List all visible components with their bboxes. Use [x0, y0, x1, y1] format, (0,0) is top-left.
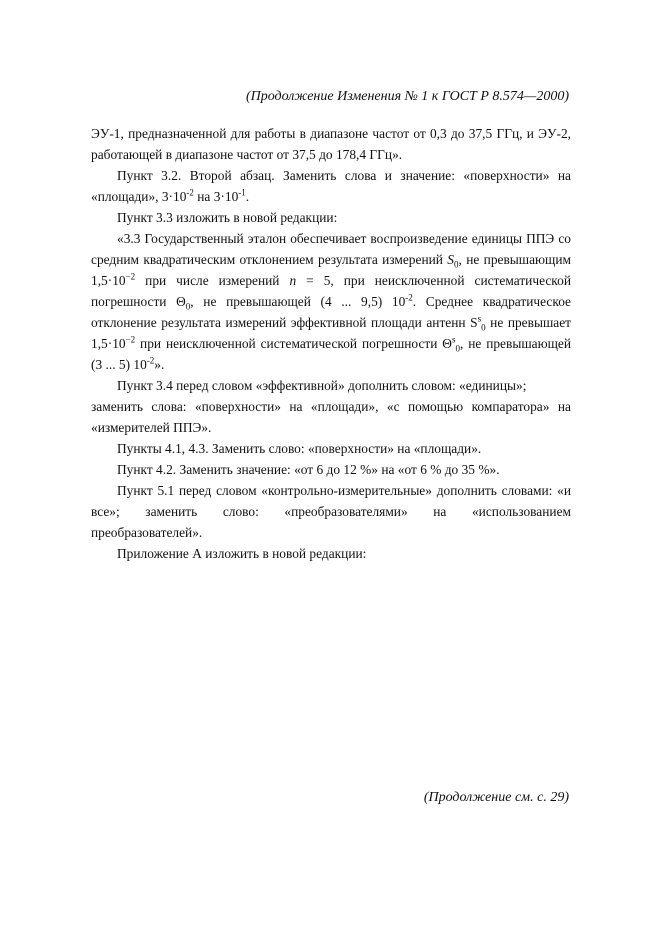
running-header: (Продолжение Изменения № 1 к ГОСТ Р 8.574—2000) — [245, 89, 569, 104]
paragraph-9: Пункт 5.1 перед словом «контрольно-измерительные» дополнить словами: «и все»; заменить слово: «преобразователями» на «использованием преобразователей». — [91, 483, 571, 540]
paragraph-5: Пункт 3.4 перед словом «эффективной» дополнить словом: «единицы»; — [117, 378, 527, 393]
document-body — [91, 123, 571, 564]
paragraph-7: Пункты 4.1, 4.3. Заменить слово: «поверхности» на «площади». — [117, 441, 482, 456]
paragraph-10: Приложение А изложить в новой редакции: — [117, 546, 367, 561]
paragraph-6: заменить слова: «поверхности» на «площади», «с помощью компаратора» на «измерителей ППЭ». — [91, 399, 571, 435]
paragraph-4: «3.3 Государственный эталон обеспечивает воспроизведение единицы ППЭ со средним квадратическим отклонением результата измерений $S_0$, не превышающим $1,5\cdot 10^{-2}$ при числе измерений n = 5, при неисключенной систематической погрешности $\Theta_0$, не превышающей (4 ... 9,5) $10^{-2}$. Среднее квадратическое отклонение результата измерений эффективной площади антенн $S^s_0$ не превышает $1,5\cdot 10^{-2}$ при неисключенной систематической погрешности $\Theta^s_0$, не превышающей (3 ... 5) $10^{-2}$». — [91, 231, 571, 372]
continuation-note: (Продолжение см. с. 29) — [423, 790, 569, 805]
paragraph-3: Пункт 3.3 изложить в новой редакции: — [117, 210, 338, 225]
paragraph-1: ЭУ-1, предназначенной для работы в диапазоне частот от 0,3 до 37,5 ГГц, и ЭУ-2, работающей в диапазоне частот от 37,5 до 178,4 ГГц». — [91, 126, 571, 162]
paragraph-2: Пункт 3.2. Второй абзац. Заменить слова и значение: «поверхности» на «площади», $3\cdot 10^{-2}$ на $3\cdot 10^{-1}$. — [91, 168, 571, 204]
paragraph-8: Пункт 4.2. Заменить значение: «от 6 до 12 %» на «от 6 % до 35 %». — [117, 462, 500, 477]
